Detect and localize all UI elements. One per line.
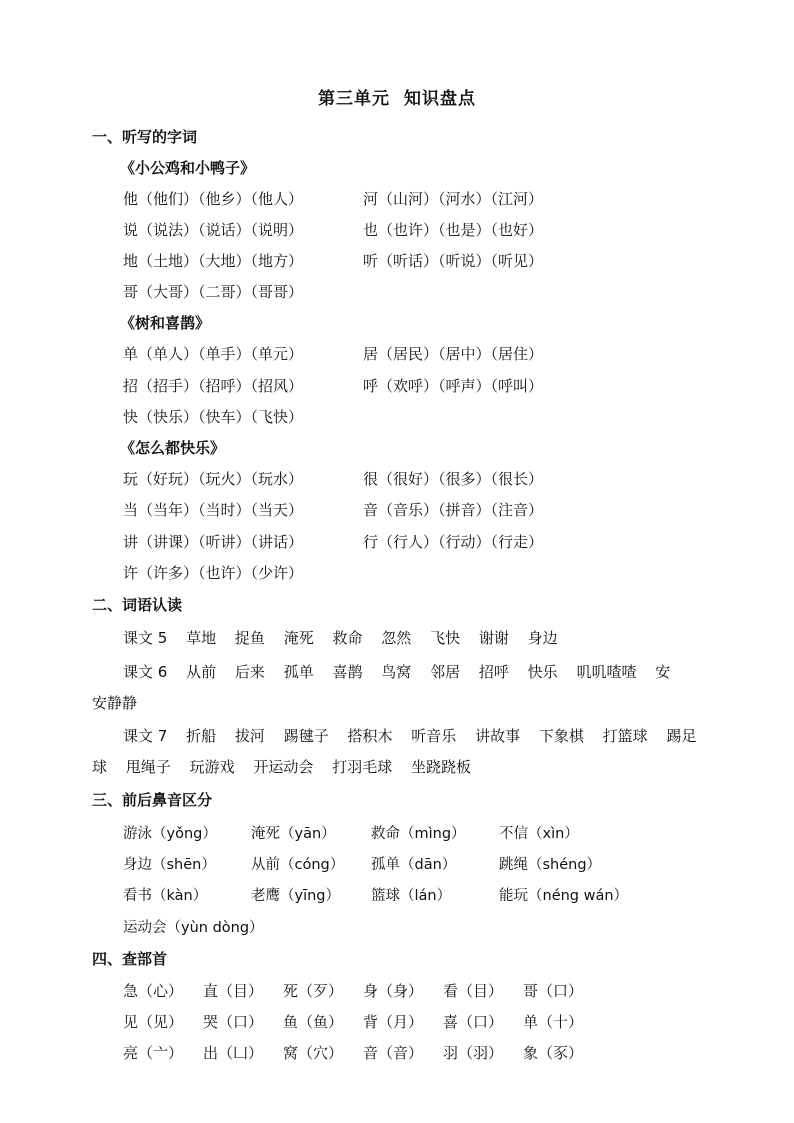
lesson-title-1: 《小公鸡和小鸭子》: [120, 159, 256, 177]
document-page: 第三单元 知识盘点 一、听写的字词 《小公鸡和小鸭子》 他（他们）（他乡）（他人） 河（山河）（河水）（江河） 说（说法）（说话）（说明） 也（也许）（也是）（也好） 地（土地）（大地）（地方） 听（听话）（听说）（听见） 哥（大哥）（二哥）（哥哥） 《树和喜鹊》 单（单人）（单手）（单元） 居（居民）（居中）（居住） 招（招手）（招呼）（招风） 呼（欢呼）（呼声）（呼叫） 快（快乐）（快车）（飞快） 《怎么都快乐》 玩（好玩）（玩火）（玩水） 很（很好）（很多）（很长） 当（当年）（当时）（当天） 音（音乐）（拼音）（注音） 讲（讲课）（听讲）（讲话） 行（行人）（行动）（行走） 许（许多）（也许）（少许） 二、词语认读 课文 5 草地 捉鱼 淹死 救命 忽然 飞快 谢谢 身边 课文 6 从前 后来 孤单 喜鹊 鸟窝 邻居 招呼 快乐 叽叽喳喳 安 安静静 课文 7 折船 拔河 踢毽子 搭积木 听音乐 讲故事 下象棋 打篮球 踢足 球 甩绳子 玩游戏 开运动会 打羽毛球 坐跷跷板 三、前后鼻音区分 游泳（yǒng） 淹死（yān） 救命（mìng） 不信（xìn） 身边（shēn） 从前（cóng） 孤单（dān） 跳绳（shéng） 看书（kàn） 老鹰（yīng） 篮球（lán） 能玩（néng wán） 运动会（yùn dòng） 四、查部首 急（心） 直（目） 死（歹） 身（身） 看（目） 哥（口） 见（见） 哭（口） 鱼（鱼） 背（月） 喜（口） 单（十） 亮（亠） 出（凵） 窝（穴） 音（音） 羽（羽） 象（豕）: [0, 0, 794, 1123]
page-title: [0, 84, 794, 109]
section3-heading: 三、前后鼻音区分: [92, 791, 213, 809]
lesson-title-3: 《怎么都快乐》: [120, 439, 226, 457]
lesson6-continuation: 安静静: [92, 694, 138, 712]
lesson6-words: 课文 6 从前 后来 孤单 喜鹊 鸟窝 邻居 招呼 快乐 叽叽喳喳 安: [123, 663, 671, 681]
lesson7-words: 课文 7 折船 拔河 踢毽子 搭积木 听音乐 讲故事 下象棋 打篮球 踢足: [123, 727, 697, 745]
section1-heading: 一、听写的字词: [92, 128, 198, 146]
title-topic: 知识盘点: [404, 89, 476, 109]
lesson-title-2: 《树和喜鹊》: [120, 314, 211, 332]
section4-heading: 四、查部首: [92, 950, 168, 968]
title-unit: 第三单元: [318, 89, 390, 109]
lesson7-continuation: 球 甩绳子 玩游戏 开运动会 打羽毛球 坐跷跷板: [92, 758, 471, 776]
lesson5-words: 课文 5 草地 捉鱼 淹死 救命 忽然 飞快 谢谢 身边: [123, 629, 558, 647]
section2-heading: 二、词语认读: [92, 596, 183, 614]
